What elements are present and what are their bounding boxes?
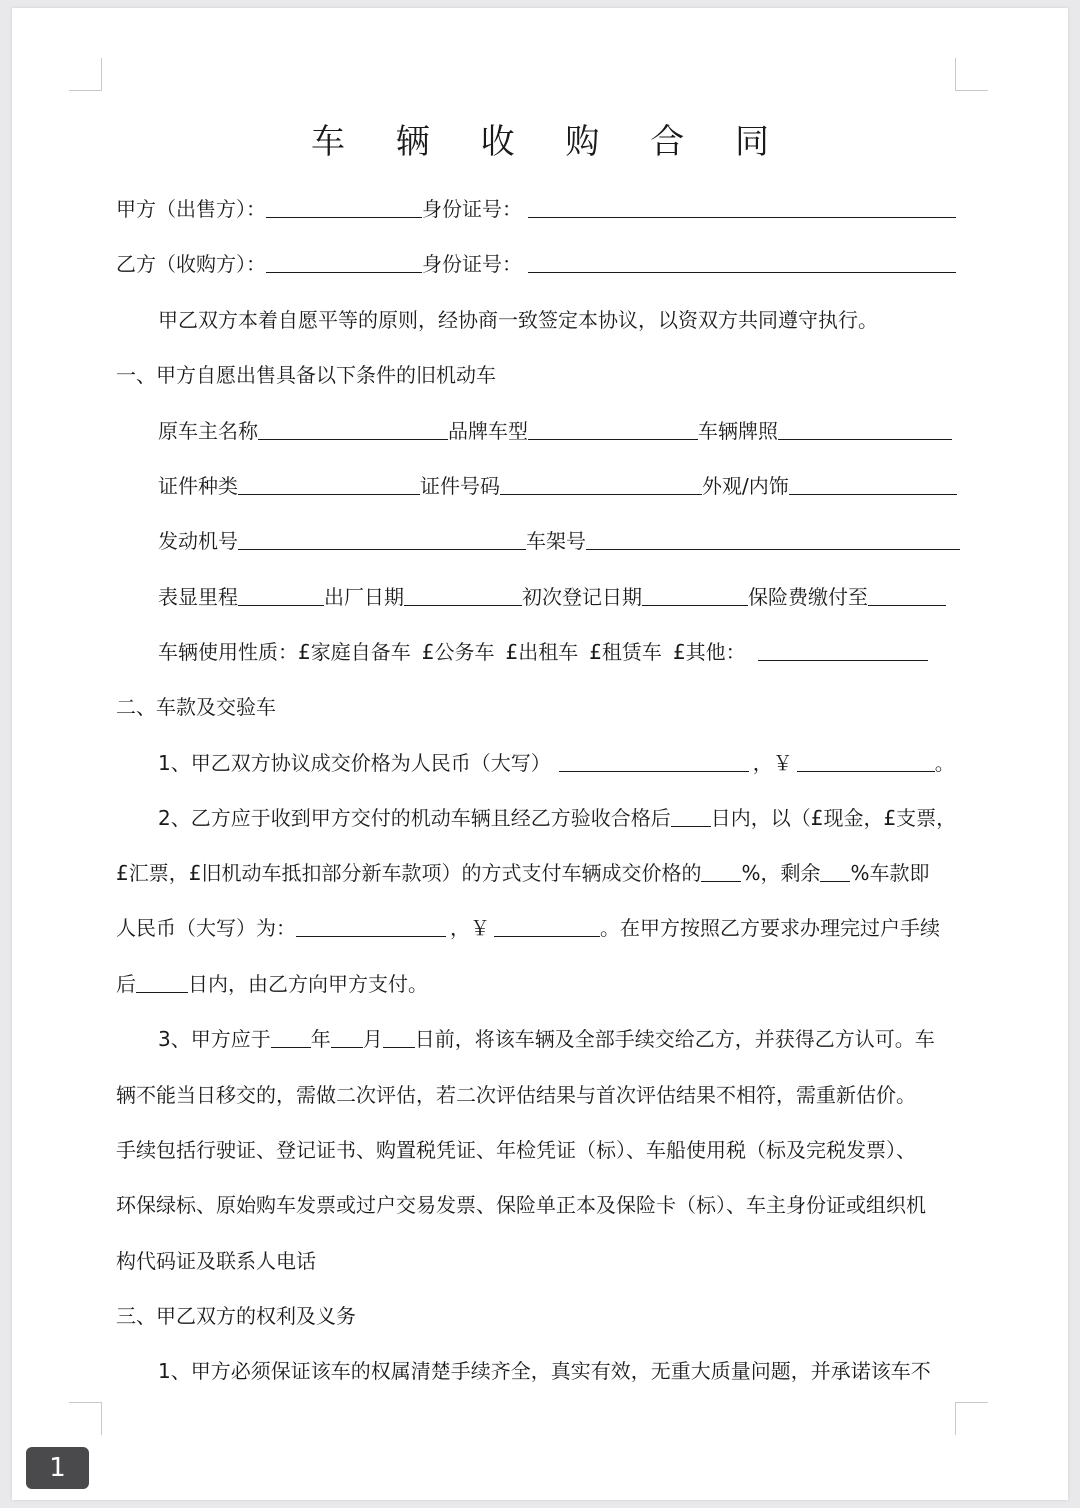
party-a-label: 甲方（出售方）： xyxy=(116,197,266,221)
engine-no-blank xyxy=(238,527,526,550)
clause-2-2-text-a xyxy=(158,803,956,833)
payment-days-blank xyxy=(671,804,711,827)
clause-2-3-part-a: 3、甲方应于 xyxy=(158,1027,271,1051)
section-2-heading: 二、车款及交验车 xyxy=(116,695,276,719)
delivery-day-blank xyxy=(383,1025,415,1048)
usage-family-option: £家庭自备车 xyxy=(298,640,411,664)
period: 。 xyxy=(934,751,955,775)
usage-other-option: £其他： xyxy=(672,640,746,664)
clause-2-3-line-5: 构代码证及联系人电话 xyxy=(116,1249,316,1273)
document-title: 车 辆 收 购 合 同 xyxy=(310,122,790,162)
clause-2-2-part-e: %车款即 xyxy=(850,861,930,885)
remaining-words-blank xyxy=(296,914,446,937)
clause-2-2-line-1 xyxy=(116,803,970,833)
plate-label: 车辆牌照 xyxy=(698,419,778,443)
plate-blank xyxy=(778,417,952,440)
party-b-label: 乙方（收购方）： xyxy=(116,252,266,276)
mileage-label: 表显里程 xyxy=(158,585,238,609)
factory-date-label: 出厂日期 xyxy=(324,585,404,609)
remaining-number-blank xyxy=(494,914,600,937)
remaining-percent-blank xyxy=(820,859,850,882)
vehicle-fields-row-1 xyxy=(116,416,970,446)
cert-no-label: 证件号码 xyxy=(420,474,500,498)
clause-2-2-line-4 xyxy=(116,969,970,999)
clause-2-1 xyxy=(116,748,970,778)
frame-no-blank xyxy=(586,527,960,550)
clause-2-2-part-c: £汇票，£旧机动车抵扣部分新车款项）的方式支付车辆成交价格的 xyxy=(116,861,702,885)
first-percent-blank xyxy=(701,859,741,882)
insurance-paid-label: 保险费缴付至 xyxy=(748,585,868,609)
month-label: 月 xyxy=(362,1027,383,1051)
clause-2-2-line-3 xyxy=(116,913,970,943)
first-registration-label: 初次登记日期 xyxy=(522,585,642,609)
clause-2-2-part-a: 2、乙方应于收到甲方交付的机动车辆且经乙方验收合格后 xyxy=(158,806,671,830)
section-3-heading: 三、甲乙双方的权利及义务 xyxy=(116,1304,356,1328)
usage-taxi-option: £出租车 xyxy=(505,640,579,664)
usage-type-row xyxy=(116,637,970,667)
vehicle-fields-row-2 xyxy=(116,471,970,501)
price-words-blank xyxy=(559,749,749,772)
party-b-name-blank xyxy=(266,250,422,273)
exterior-label: 外观/内饰 xyxy=(702,474,789,498)
factory-date-blank xyxy=(404,583,522,606)
intro-paragraph: 甲乙双方本着自愿平等的原则，经协商一致签定本协议，以资双方共同遵守执行。 xyxy=(158,308,878,332)
usage-rental-option: £租赁车 xyxy=(589,640,662,664)
crop-mark-top-right xyxy=(955,58,988,91)
clause-2-2-part-h: 后 xyxy=(116,972,136,996)
delivery-year-blank xyxy=(271,1025,311,1048)
clause-2-1-text: 1、甲乙双方协议成交价格为人民币（大写） xyxy=(158,751,551,775)
insurance-paid-blank xyxy=(868,583,946,606)
brand-model-label: 品牌车型 xyxy=(448,419,528,443)
party-a-name-blank xyxy=(266,195,422,218)
crop-mark-bottom-left xyxy=(69,1402,102,1435)
clause-2-2-text-c xyxy=(116,858,929,888)
usage-other-blank xyxy=(758,638,928,661)
cert-type-label: 证件种类 xyxy=(158,474,238,498)
transfer-days-blank xyxy=(136,970,188,993)
frame-no-label: 车架号 xyxy=(526,529,586,553)
cert-type-blank xyxy=(238,472,420,495)
first-registration-blank xyxy=(642,583,748,606)
year-label: 年 xyxy=(310,1027,331,1051)
clause-2-2-part-g: 。在甲方按照乙方要求办理完过户手续 xyxy=(600,916,940,940)
clause-2-2-part-f: 人民币（大写）为： xyxy=(116,916,296,940)
clause-2-3-line-2: 辆不能当日移交的，需做二次评估，若二次评估结果与首次评估结果不相符，需重新估价。 xyxy=(116,1083,916,1107)
clause-2-2-part-i: 日内，由乙方向甲方支付。 xyxy=(188,972,428,996)
party-b-id-label: 身份证号： xyxy=(422,252,522,276)
cert-no-blank xyxy=(500,472,702,495)
clause-2-2-part-d: %，剩余 xyxy=(741,861,821,885)
usage-label: 车辆使用性质： xyxy=(158,640,298,664)
owner-name-label: 原车主名称 xyxy=(158,419,258,443)
yen-sign: ￥ xyxy=(470,916,490,940)
clause-2-3-line-1 xyxy=(116,1024,970,1054)
yen-sign: ￥ xyxy=(772,751,793,775)
clause-2-2-part-b: 日内，以（£现金，£支票， xyxy=(710,806,957,830)
vehicle-fields-row-3 xyxy=(116,526,970,556)
engine-no-label: 发动机号 xyxy=(158,529,238,553)
party-b-id-blank xyxy=(528,250,956,273)
clause-3-1-line-1: 1、甲方必须保证该车的权属清楚手续齐全，真实有效，无重大质量问题，并承诺该车不 xyxy=(158,1359,931,1383)
clause-2-3-line-3: 手续包括行驶证、登记证书、购置税凭证、年检凭证（标）、车船使用税（标及完税发票）、 xyxy=(116,1138,916,1162)
exterior-blank xyxy=(789,472,957,495)
section-1-heading: 一、甲方自愿出售具备以下条件的旧机动车 xyxy=(116,363,496,387)
crop-mark-bottom-right xyxy=(955,1402,988,1435)
page-number-badge[interactable]: 1 xyxy=(26,1447,89,1489)
comma: ， xyxy=(450,916,470,940)
clause-2-2-line-2 xyxy=(116,858,970,888)
party-b-row xyxy=(116,249,970,279)
party-a-id-blank xyxy=(528,195,956,218)
clause-2-3-part-b: 日前，将该车辆及全部手续交给乙方，并获得乙方认可。车 xyxy=(414,1027,935,1051)
party-a-id-label: 身份证号： xyxy=(422,197,522,221)
vehicle-fields-row-4 xyxy=(116,582,970,612)
price-number-blank xyxy=(797,749,935,772)
comma: ， xyxy=(752,751,773,775)
crop-mark-top-left xyxy=(69,58,102,91)
brand-model-blank xyxy=(528,417,698,440)
owner-name-blank xyxy=(258,417,448,440)
clause-2-3-line-4: 环保绿标、原始购车发票或过户交易发票、保险单正本及保险卡（标）、车主身份证或组织机 xyxy=(116,1193,926,1217)
mileage-blank xyxy=(238,583,324,606)
party-a-row xyxy=(116,194,970,224)
delivery-month-blank xyxy=(331,1025,363,1048)
usage-official-option: £公务车 xyxy=(421,640,495,664)
